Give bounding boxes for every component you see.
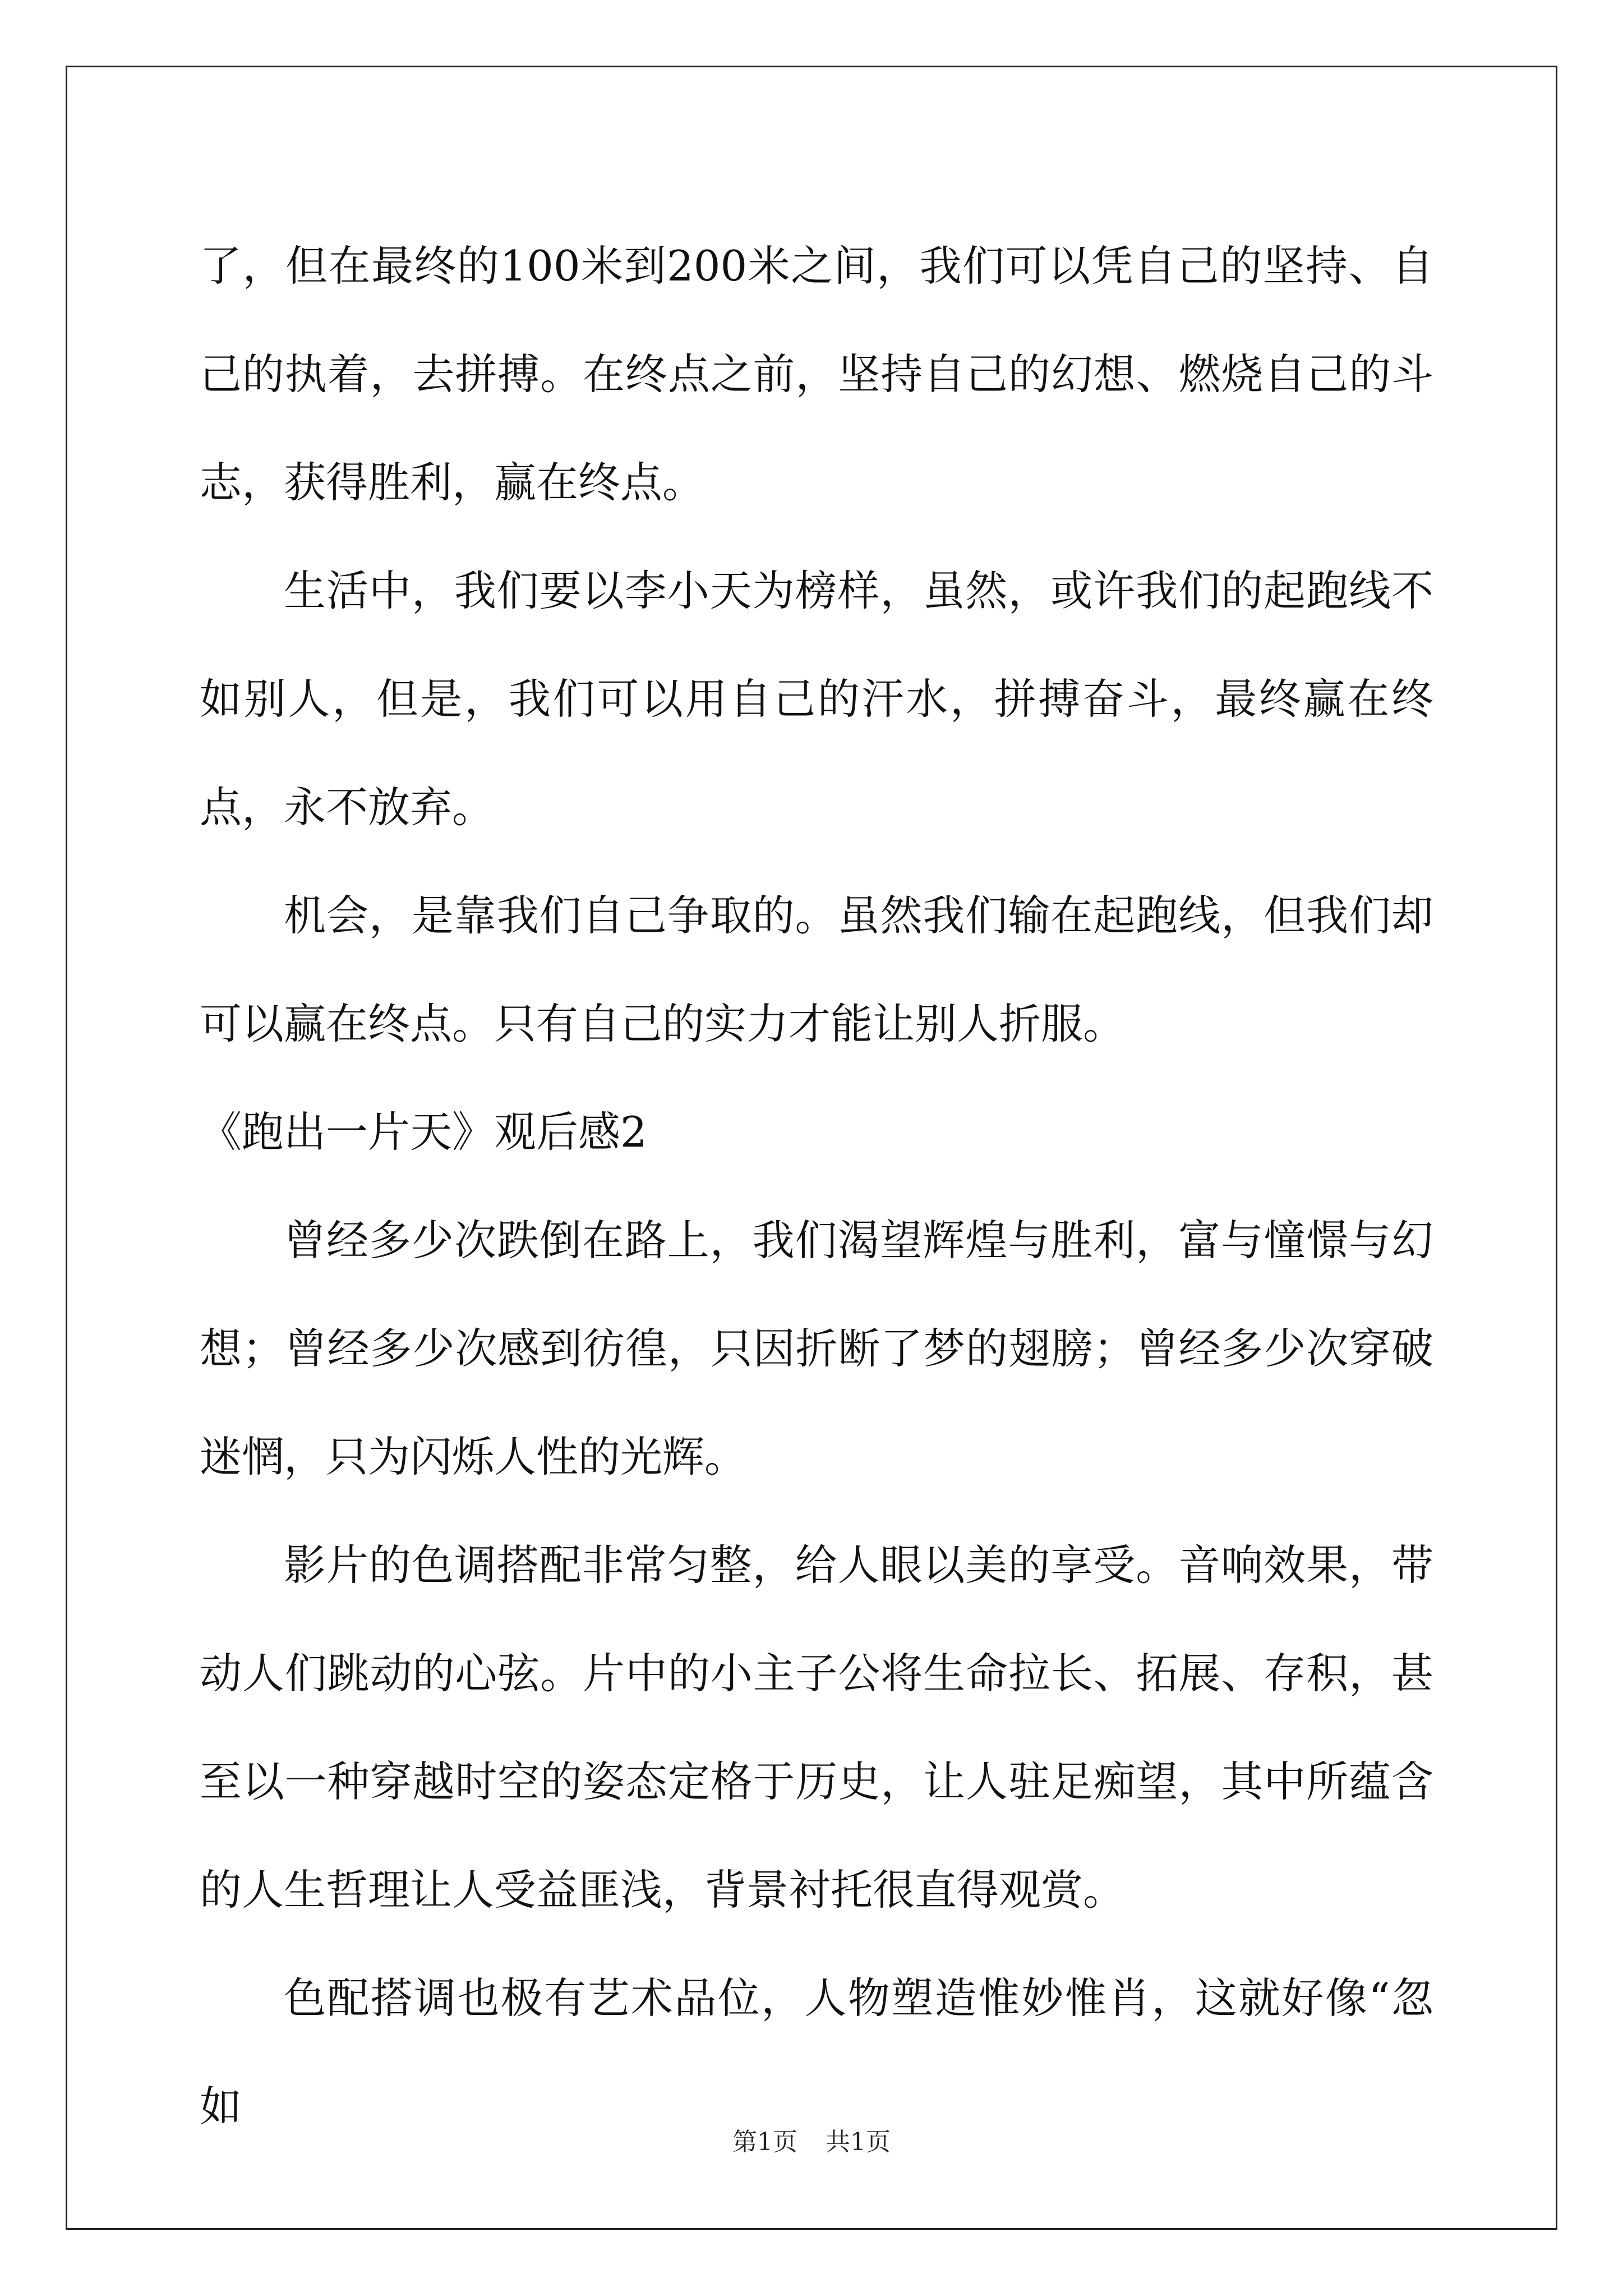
paragraph-3: 机会，是靠我们自己争取的。虽然我们输在起跑线，但我们却可以赢在终点。只有自己的实力才能让别人折服。	[200, 891, 1433, 1048]
page-total: 共1页	[826, 2128, 891, 2156]
document-body	[200, 212, 1433, 2161]
page-footer	[0, 2122, 1623, 2157]
page-number: 第1页	[732, 2128, 797, 2156]
section-heading: 《跑出一片天》观后感2	[200, 1107, 647, 1157]
paragraph-6: 色配搭调也极有艺术品位，人物塑造惟妙惟肖，这就好像“忽如	[200, 1973, 1433, 2131]
paragraph-1: 了，但在最终的100米到200米之间，我们可以凭自己的坚持、自己的执着，去拼搏。在终点之前，坚持自己的幻想、燃烧自己的斗志，获得胜利，赢在终点。	[200, 241, 1433, 507]
paragraph-4: 曾经多少次跌倒在路上，我们渴望辉煌与胜利，富与憧憬与幻想；曾经多少次感到彷徨，只因折断了梦的翅膀；曾经多少次穿破迷惘，只为闪烁人性的光辉。	[200, 1216, 1433, 1481]
paragraph-5: 影片的色调搭配非常匀整，给人眼以美的享受。音响效果，带动人们跳动的心弦。片中的小主子公将生命拉长、拓展、存积，甚至以一种穿越时空的姿态定格于历史，让人驻足痴望，其中所蕴含的人生哲理让人受益匪浅，背景衬托很直得观赏。	[200, 1540, 1433, 1915]
paragraph-2: 生活中，我们要以李小天为榜样，虽然，或许我们的起跑线不如别人，但是，我们可以用自己的汗水，拼搏奋斗，最终赢在终点，永不放弃。	[200, 566, 1433, 832]
